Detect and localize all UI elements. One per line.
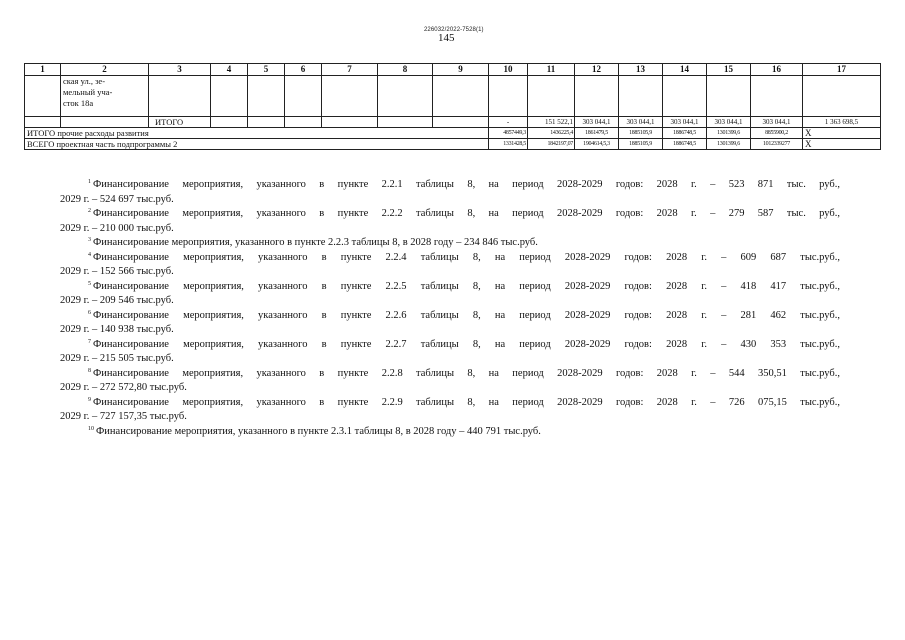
table-cell: 303 044,1 xyxy=(751,117,803,128)
table-cell: 151 522,1 xyxy=(528,117,575,128)
table-cell: 1012339277 xyxy=(751,139,803,150)
footnote-text: Финансирование мероприятия, указанного в пункте 2.2.9 таблицы 8, на период 2028-2029 годов: 2028 г. – 726 075,15 тыс.руб., xyxy=(93,396,840,408)
table-cell: 1861479,5 xyxy=(575,128,619,139)
table-cell: 1904614,5,3 xyxy=(575,139,619,150)
footnote xyxy=(60,338,840,367)
table-cell: 1301399,6 xyxy=(707,128,751,139)
table-cell: 1842197,07 xyxy=(528,139,575,150)
x-mark: Х xyxy=(803,139,881,150)
footnote-number: 5 xyxy=(88,280,91,287)
col-header: 7 xyxy=(322,64,378,76)
table-row xyxy=(25,76,881,117)
footnote-text: Финансирование мероприятия, указанного в пункте 2.2.2 таблицы 8, на период 2028-2029 годов: 2028 г. – 279 587 тыс. руб., xyxy=(93,208,840,219)
footnote-text: Финансирование мероприятия, указанного в пункте 2.2.7 таблицы 8, на период 2028-2029 годов: 2028 г. – 430 353 тыс.руб., xyxy=(93,338,840,350)
footnote-text: 2029 г. – 210 000 тыс.руб. xyxy=(60,222,174,234)
footnote-number: 10 xyxy=(88,425,94,432)
footnote-number: 7 xyxy=(88,338,91,345)
col-header: 12 xyxy=(575,64,619,76)
col-header: 5 xyxy=(248,64,285,76)
summary-label: ИТОГО прочие расходы развития xyxy=(25,128,489,139)
footnote-number: 3 xyxy=(88,237,91,243)
table-cell: 1886748,5 xyxy=(663,139,707,150)
col-header: 16 xyxy=(751,64,803,76)
footnote-number: 6 xyxy=(88,309,91,316)
itogo-row xyxy=(25,117,881,128)
financing-table xyxy=(24,63,881,150)
footnote-number: 1 xyxy=(88,179,91,185)
summary-row-total xyxy=(25,139,881,150)
table-cell: 4857449,3 xyxy=(489,128,528,139)
footnote xyxy=(60,236,840,251)
footnote-text: Финансирование мероприятия, указанного в пункте 2.2.5 таблицы 8, на период 2028-2029 годов: 2028 г. – 418 417 тыс.руб., xyxy=(93,280,840,292)
x-mark: Х xyxy=(803,128,881,139)
col-header: 2 xyxy=(61,64,149,76)
table-cell: 8855900,2 xyxy=(751,128,803,139)
table-cell: 303 044,1 xyxy=(575,117,619,128)
summary-row-other-expenses xyxy=(25,128,881,139)
footnote xyxy=(60,396,840,425)
footnote-number: 4 xyxy=(88,251,91,258)
table-cell: 1436225,4 xyxy=(528,128,575,139)
itogo-label: ИТОГО xyxy=(149,117,211,128)
footnote-text: 2029 г. – 272 572,80 тыс.руб. xyxy=(60,382,187,393)
col-header: 15 xyxy=(707,64,751,76)
footnote-text: Финансирование мероприятия, указанного в пункте 2.2.3 таблицы 8, в 2028 году – 234 846 тыс.руб. xyxy=(93,237,538,248)
col-header: 8 xyxy=(378,64,433,76)
footnote-text: 2029 г. – 524 697 тыс.руб. xyxy=(60,193,174,205)
col-header: 9 xyxy=(433,64,489,76)
footnote-text: Финансирование мероприятия, указанного в пункте 2.3.1 таблицы 8, в 2028 году – 440 791 тыс.руб. xyxy=(96,425,541,437)
table-cell: 303 044,1 xyxy=(707,117,751,128)
footnote-number: 8 xyxy=(88,367,91,374)
table-header-row xyxy=(25,64,881,76)
footnote-text: 2029 г. – 209 546 тыс.руб. xyxy=(60,295,174,306)
table-cell: 1301399,6 xyxy=(707,139,751,150)
footnote-text: Финансирование мероприятия, указанного в пункте 2.2.6 таблицы 8, на период 2028-2029 годов: 2028 г. – 281 462 тыс.руб., xyxy=(93,309,840,321)
col-header: 1 xyxy=(25,64,61,76)
footnote-text: 2029 г. – 727 157,35 тыс.руб. xyxy=(60,411,187,422)
table-cell: 1886748,5 xyxy=(663,128,707,139)
page-number: 145 xyxy=(438,32,455,44)
col-header: 4 xyxy=(211,64,248,76)
footnote xyxy=(60,425,840,440)
footnote-text: Финансирование мероприятия, указанного в пункте 2.2.4 таблицы 8, на период 2028-2029 годов: 2028 г. – 609 687 тыс.руб., xyxy=(93,251,840,263)
footnote-number: 9 xyxy=(88,396,91,403)
table-cell: 303 044,1 xyxy=(663,117,707,128)
table-cell: 1885105,9 xyxy=(619,139,663,150)
document-stamp: 226032/2022-7528(1) xyxy=(424,27,484,33)
summary-label: ВСЕГО проектная часть подпрограммы 2 xyxy=(25,139,489,150)
footnote xyxy=(60,207,840,236)
address-cell: ская ул., зе- мельный уча- сток 18а xyxy=(61,76,149,117)
footnote xyxy=(60,178,840,207)
footnote-text: 2029 г. – 215 505 тыс.руб. xyxy=(60,353,174,364)
footnotes xyxy=(60,178,840,439)
footnote-number: 2 xyxy=(88,208,91,214)
col-header: 17 xyxy=(803,64,881,76)
footnote xyxy=(60,280,840,309)
table-cell: - xyxy=(489,117,528,128)
col-header: 11 xyxy=(528,64,575,76)
footnote xyxy=(60,367,840,396)
footnote xyxy=(60,251,840,280)
table-cell: 1 363 698,5 xyxy=(803,117,881,128)
footnote xyxy=(60,309,840,338)
footnote-text: 2029 г. – 140 938 тыс.руб. xyxy=(60,324,174,335)
col-header: 14 xyxy=(663,64,707,76)
footnote-text: Финансирование мероприятия, указанного в пункте 2.2.8 таблицы 8, на период 2028-2029 годов: 2028 г. – 544 350,51 тыс.руб., xyxy=(93,367,840,379)
col-header: 3 xyxy=(149,64,211,76)
table-cell: 1331428,5 xyxy=(489,139,528,150)
table-cell: 303 044,1 xyxy=(619,117,663,128)
footnote-text: 2029 г. – 152 566 тыс.руб. xyxy=(60,266,174,277)
col-header: 10 xyxy=(489,64,528,76)
col-header: 13 xyxy=(619,64,663,76)
col-header: 6 xyxy=(285,64,322,76)
table-cell: 1885105,9 xyxy=(619,128,663,139)
footnote-text: Финансирование мероприятия, указанного в пункте 2.2.1 таблицы 8, на период 2028-2029 годов: 2028 г. – 523 871 тыс. руб., xyxy=(93,179,840,190)
